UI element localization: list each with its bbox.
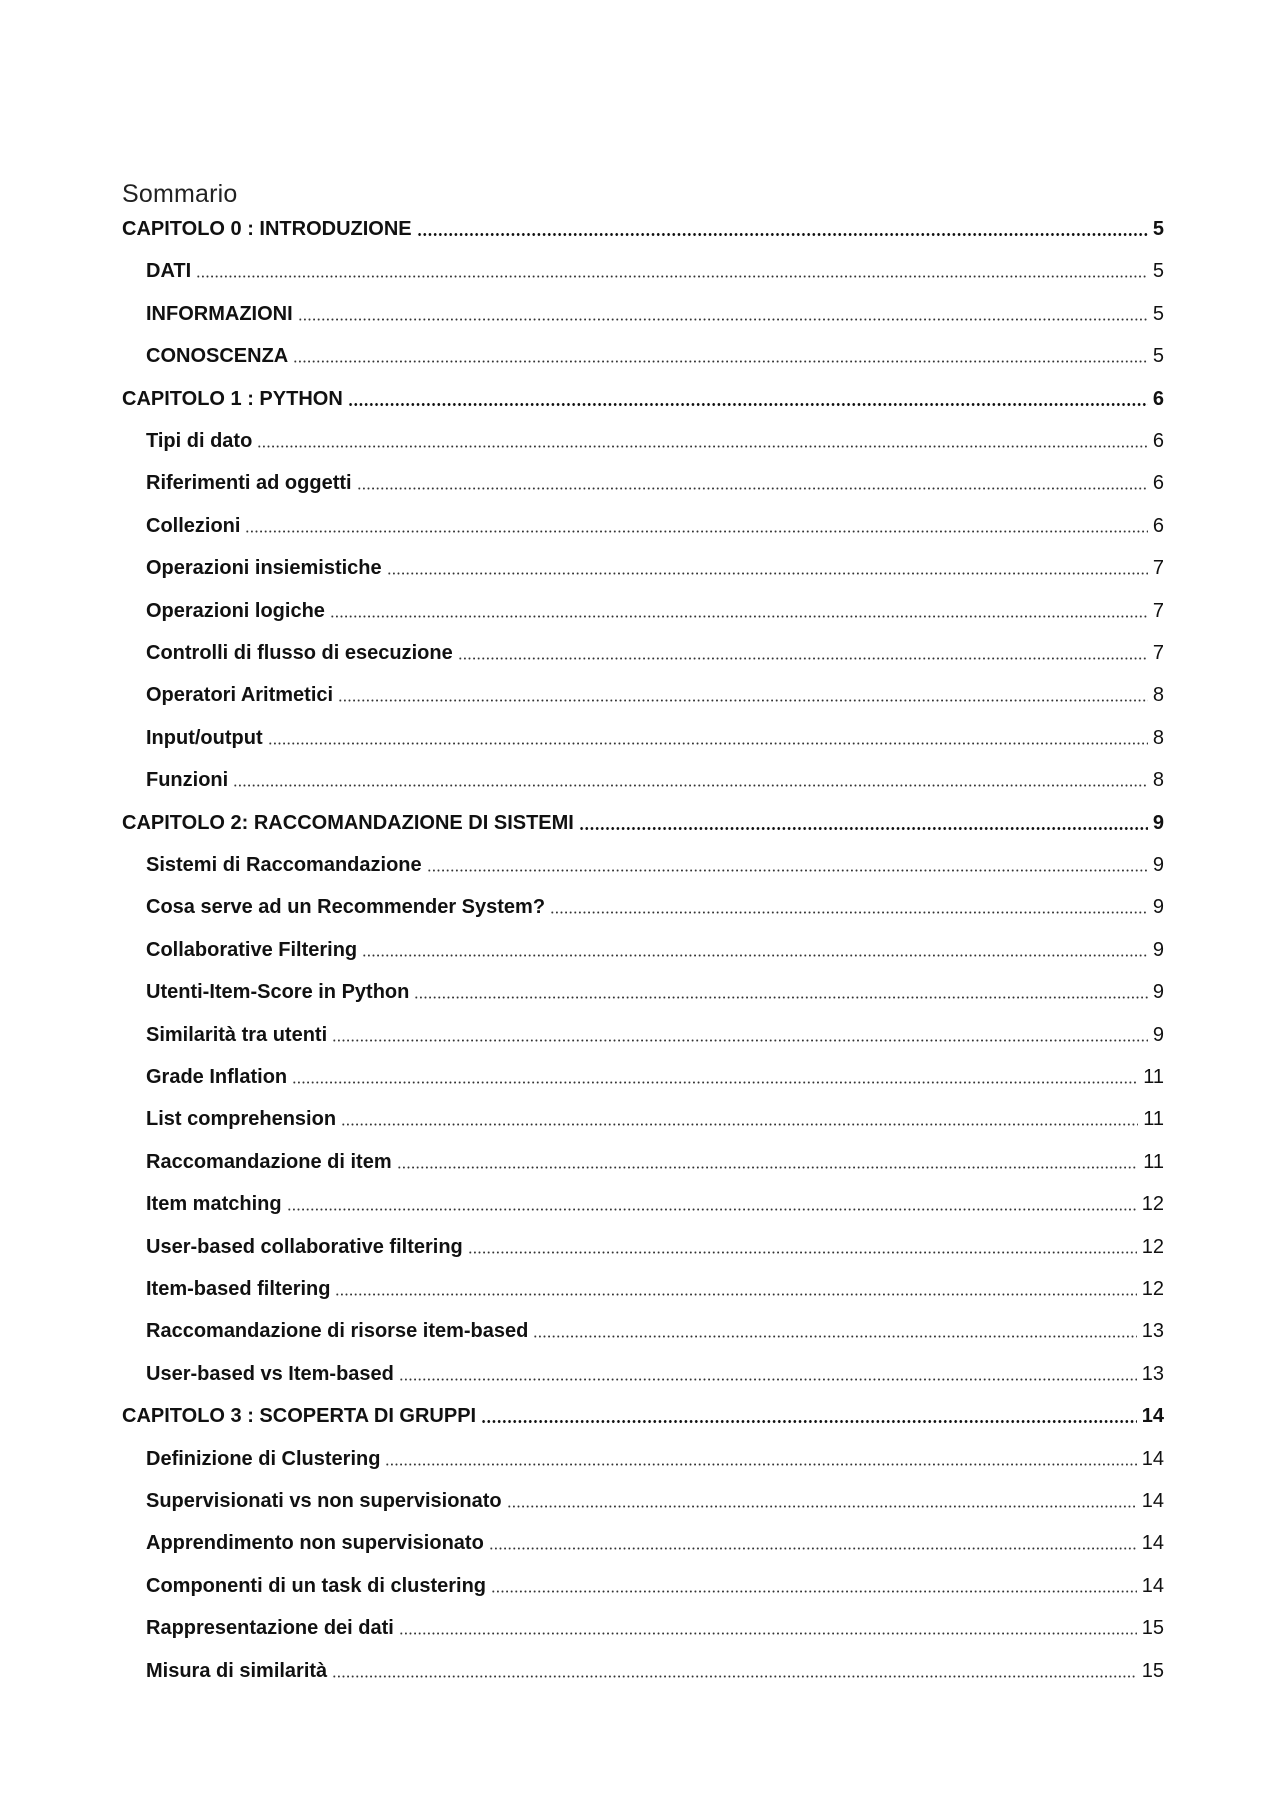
- toc-page-number: 15: [1141, 1617, 1164, 1640]
- toc-dot-leader: [257, 445, 1148, 448]
- toc-entry-label: Riferimenti ad oggetti: [146, 472, 352, 495]
- toc-entry-label: Input/output: [146, 726, 263, 749]
- toc-section-entry[interactable]: [146, 1106, 1164, 1132]
- toc-section-entry[interactable]: [146, 1530, 1164, 1556]
- toc-page-number: 11: [1143, 1066, 1164, 1088]
- toc-section-entry[interactable]: [146, 852, 1164, 878]
- toc-entry-label: Misura di similarità: [146, 1659, 328, 1682]
- toc-page-number: 15: [1141, 1659, 1164, 1682]
- toc-section-entry[interactable]: [146, 1149, 1164, 1175]
- toc-entry-label: List comprehension: [146, 1108, 337, 1131]
- toc-entry-label: Item-based filtering: [146, 1278, 331, 1300]
- toc-page-number: 13: [1141, 1320, 1164, 1343]
- toc-dot-leader: [458, 657, 1148, 660]
- toc-dot-leader: [348, 403, 1148, 406]
- toc-entry-label: Tipi di dato: [146, 430, 253, 452]
- toc-entry-label: Raccomandazione di risorse item-based: [146, 1320, 529, 1343]
- toc-dot-leader: [533, 1335, 1136, 1338]
- toc-entry-label: Sistemi di Raccomandazione: [146, 854, 422, 876]
- toc-page-number: 9: [1152, 854, 1164, 876]
- toc-section-entry[interactable]: [146, 937, 1164, 963]
- toc-section-entry[interactable]: [146, 1318, 1164, 1344]
- toc-section-entry[interactable]: [146, 1022, 1164, 1048]
- toc-entry-label: Utenti-Item-Score in Python: [146, 981, 410, 1004]
- toc-page-number: 5: [1152, 302, 1164, 325]
- toc-section-entry[interactable]: [146, 1615, 1164, 1641]
- toc-dot-leader: [341, 1123, 1138, 1126]
- toc-entry-label: INFORMAZIONI: [146, 302, 293, 325]
- toc-dot-leader: [233, 784, 1148, 787]
- toc-dot-leader: [481, 1420, 1137, 1423]
- toc-section-entry[interactable]: [146, 343, 1164, 369]
- toc-page-number: 6: [1152, 514, 1164, 537]
- toc-entry-label: CAPITOLO 1 : PYTHON: [122, 387, 343, 410]
- toc-entry-label: Funzioni: [146, 769, 229, 792]
- toc-page-number: 8: [1152, 684, 1164, 707]
- toc-dot-leader: [298, 318, 1148, 321]
- toc-chapter-entry[interactable]: [122, 810, 1164, 836]
- toc-page-number: 8: [1152, 769, 1164, 792]
- toc-entry-label: User-based vs Item-based: [146, 1362, 394, 1385]
- toc-section-entry[interactable]: [146, 513, 1164, 539]
- toc-dot-leader: [397, 1166, 1139, 1169]
- toc-dot-leader: [268, 742, 1148, 745]
- toc-page-number: 14: [1141, 1574, 1164, 1597]
- toc-dot-leader: [491, 1590, 1137, 1593]
- toc-entry-label: Raccomandazione di item: [146, 1150, 392, 1173]
- toc-entry-label: CONOSCENZA: [146, 345, 289, 368]
- toc-section-entry[interactable]: [146, 1064, 1164, 1090]
- toc-page-number: 12: [1141, 1193, 1164, 1216]
- toc-entry-label: Similarità tra utenti: [146, 1023, 328, 1046]
- toc-entry-label: Definizione di Clustering: [146, 1447, 381, 1470]
- toc-page-number: 12: [1141, 1235, 1164, 1258]
- toc-dot-leader: [579, 827, 1148, 830]
- toc-section-entry[interactable]: [146, 640, 1164, 666]
- toc-section-entry[interactable]: [146, 598, 1164, 624]
- toc-entry-label: Operatori Aritmetici: [146, 684, 334, 707]
- toc-section-entry[interactable]: [146, 767, 1164, 793]
- toc-dot-leader: [332, 1039, 1148, 1042]
- toc-section-entry[interactable]: [146, 555, 1164, 581]
- toc-page-number: 5: [1152, 218, 1164, 240]
- toc-section-entry[interactable]: [146, 1361, 1164, 1387]
- toc-dot-leader: [385, 1463, 1136, 1466]
- toc-page-number: 14: [1141, 1490, 1164, 1512]
- toc-page-number: 14: [1141, 1447, 1164, 1470]
- toc-entry-label: Item matching: [146, 1193, 282, 1216]
- toc-dot-leader: [330, 615, 1148, 618]
- toc-entry-label: Supervisionati vs non supervisionato: [146, 1490, 502, 1512]
- toc-dot-leader: [293, 360, 1148, 363]
- toc-dot-leader: [427, 869, 1148, 872]
- toc-section-entry[interactable]: [146, 1191, 1164, 1217]
- toc-dot-leader: [387, 572, 1148, 575]
- toc-page-number: 5: [1152, 260, 1164, 283]
- toc-entry-label: User-based collaborative filtering: [146, 1235, 463, 1258]
- toc-page-number: 12: [1141, 1278, 1164, 1300]
- toc-page-number: 11: [1143, 1108, 1164, 1131]
- toc-section-entry[interactable]: [146, 894, 1164, 920]
- toc-dot-leader: [196, 275, 1148, 278]
- toc-page-number: 6: [1152, 472, 1164, 495]
- toc-section-entry[interactable]: [146, 1573, 1164, 1599]
- toc-page-number: 14: [1141, 1405, 1164, 1428]
- toc-page-number: 13: [1141, 1362, 1164, 1385]
- toc-section-entry[interactable]: [146, 470, 1164, 496]
- toc-page-number: 7: [1152, 599, 1164, 622]
- toc-page-number: 14: [1141, 1532, 1164, 1555]
- toc-entry-label: Operazioni insiemistiche: [146, 557, 382, 580]
- toc-section-entry[interactable]: [146, 1488, 1164, 1514]
- toc-page-number: 9: [1152, 938, 1164, 961]
- toc-chapter-entry[interactable]: [122, 386, 1164, 412]
- toc-page-number: 8: [1152, 726, 1164, 749]
- toc-section-entry[interactable]: [146, 725, 1164, 751]
- toc-dot-leader: [399, 1378, 1137, 1381]
- toc-page-number: 7: [1152, 642, 1164, 664]
- toc-page-number: 7: [1152, 557, 1164, 580]
- toc-dot-leader: [550, 911, 1148, 914]
- toc-entry-label: Apprendimento non supervisionato: [146, 1532, 484, 1555]
- toc-section-entry[interactable]: [146, 1234, 1164, 1260]
- toc-entry-label: Collezioni: [146, 514, 241, 537]
- toc-dot-leader: [338, 699, 1148, 702]
- toc-dot-leader: [489, 1547, 1137, 1550]
- toc-dot-leader: [362, 954, 1148, 957]
- toc-dot-leader: [414, 996, 1148, 999]
- toc-entry-label: Controlli di flusso di esecuzione: [146, 642, 453, 664]
- toc-dot-leader: [357, 487, 1148, 490]
- toc-page-number: 11: [1143, 1150, 1164, 1173]
- toc-entry-label: Componenti di un task di clustering: [146, 1574, 487, 1597]
- toc-page-number: 9: [1152, 1023, 1164, 1046]
- toc-section-entry[interactable]: [146, 979, 1164, 1005]
- toc-section-entry[interactable]: [146, 301, 1164, 327]
- toc-section-entry[interactable]: [146, 1446, 1164, 1472]
- toc-dot-leader: [507, 1505, 1137, 1508]
- toc-entry-label: Rappresentazione dei dati: [146, 1617, 394, 1640]
- toc-dot-leader: [399, 1632, 1137, 1635]
- toc-dot-leader: [468, 1251, 1137, 1254]
- toc-entry-label: Collaborative Filtering: [146, 938, 358, 961]
- toc-title: Sommario: [122, 180, 238, 208]
- toc-page-number: 9: [1152, 811, 1164, 834]
- toc-entry-label: Cosa serve ad un Recommender System?: [146, 896, 546, 919]
- toc-dot-leader: [332, 1675, 1137, 1678]
- toc-page-number: 6: [1152, 430, 1164, 452]
- toc-page-number: 6: [1152, 387, 1164, 410]
- toc-section-entry[interactable]: [146, 682, 1164, 708]
- toc-dot-leader: [292, 1081, 1138, 1084]
- toc-entry-label: DATI: [146, 260, 192, 283]
- toc-page-number: 9: [1152, 896, 1164, 919]
- toc-section-entry[interactable]: [146, 428, 1164, 454]
- toc-entry-label: Grade Inflation: [146, 1066, 288, 1088]
- toc-page-number: 5: [1152, 345, 1164, 368]
- toc-entry-label: CAPITOLO 3 : SCOPERTA DI GRUPPI: [122, 1405, 477, 1428]
- toc-chapter-entry[interactable]: [122, 216, 1164, 242]
- toc-entry-label: CAPITOLO 0 : INTRODUZIONE: [122, 218, 412, 240]
- toc-section-entry[interactable]: [146, 1658, 1164, 1684]
- toc-section-entry[interactable]: [146, 1276, 1164, 1302]
- toc-dot-leader: [335, 1293, 1136, 1296]
- toc-dot-leader: [245, 530, 1147, 533]
- toc-dot-leader: [287, 1208, 1137, 1211]
- toc-entry-label: CAPITOLO 2: RACCOMANDAZIONE DI SISTEMI: [122, 811, 574, 834]
- toc-page-number: 9: [1152, 981, 1164, 1004]
- toc-section-entry[interactable]: [146, 258, 1164, 284]
- toc-chapter-entry[interactable]: [122, 1403, 1164, 1429]
- toc-entry-label: Operazioni logiche: [146, 599, 325, 622]
- toc-dot-leader: [417, 233, 1148, 236]
